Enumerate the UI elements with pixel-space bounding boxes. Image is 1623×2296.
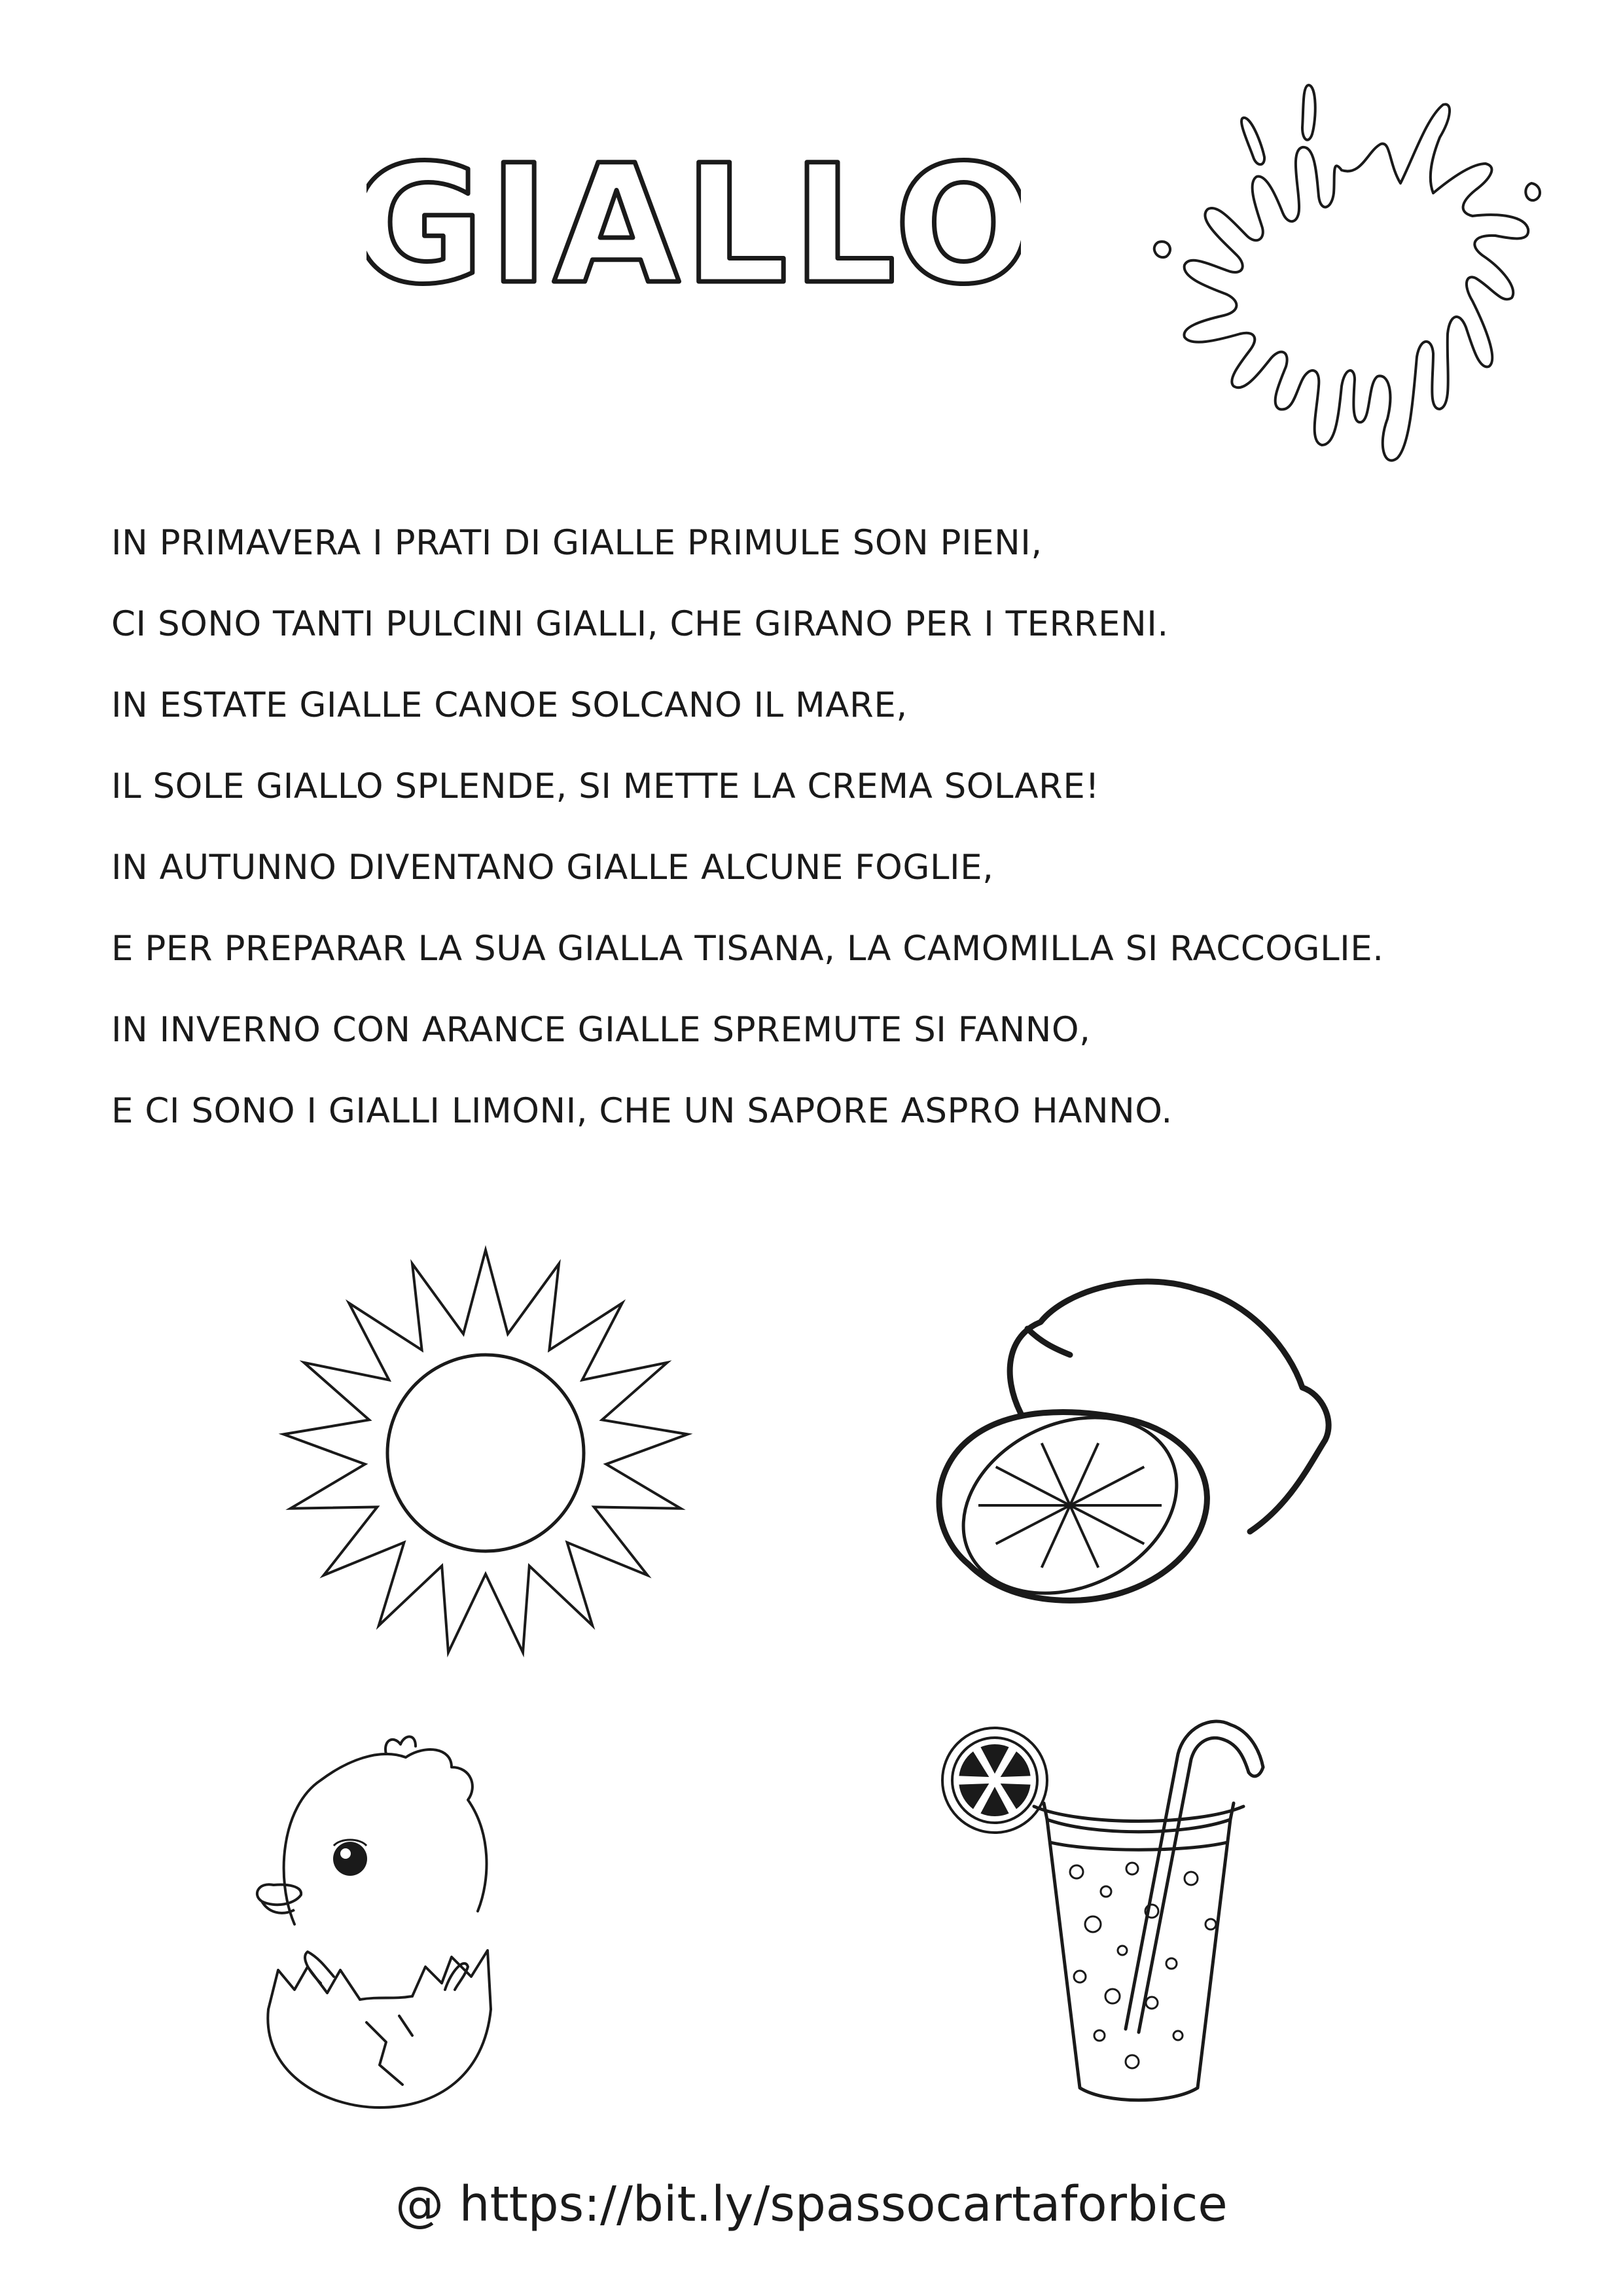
- sun-icon: [275, 1230, 694, 1676]
- paint-splash-icon: [1145, 79, 1551, 497]
- title-text: GIALLO: [366, 151, 1021, 320]
- chick-icon: [229, 1708, 569, 2114]
- poem-line: E CI SONO I GIALLI LIMONI, CHE UN SAPORE ASPRO HANNO.: [111, 1091, 1173, 1131]
- poem-line: IN AUTUNNO DIVENTANO GIALLE ALCUNE FOGLIE,: [111, 848, 994, 888]
- poem-line: CI SONO TANTI PULCINI GIALLI, CHE GIRANO PER I TERRENI.: [111, 604, 1169, 644]
- lemon-icon: [923, 1257, 1355, 1623]
- page-title: [366, 151, 1021, 347]
- poem-line: IN ESTATE GIALLE CANOE SOLCANO IL MARE,: [111, 685, 908, 725]
- poem: [111, 524, 1551, 1173]
- poem-line: IN INVERNO CON ARANCE GIALLE SPREMUTE SI FANNO,: [111, 1010, 1091, 1050]
- footer-credit: @ https://bit.ly/spassocartaforbice: [395, 2176, 1228, 2233]
- poem-line: E PER PREPARAR LA SUA GIALLA TISANA, LA CAMOMILLA SI RACCOGLIE.: [111, 929, 1384, 969]
- poem-line: IL SOLE GIALLO SPLENDE, SI METTE LA CREMA SOLARE!: [111, 766, 1100, 806]
- poem-line: IN PRIMAVERA I PRATI DI GIALLE PRIMULE SON PIENI,: [111, 523, 1043, 563]
- lemonade-icon: [936, 1695, 1394, 2121]
